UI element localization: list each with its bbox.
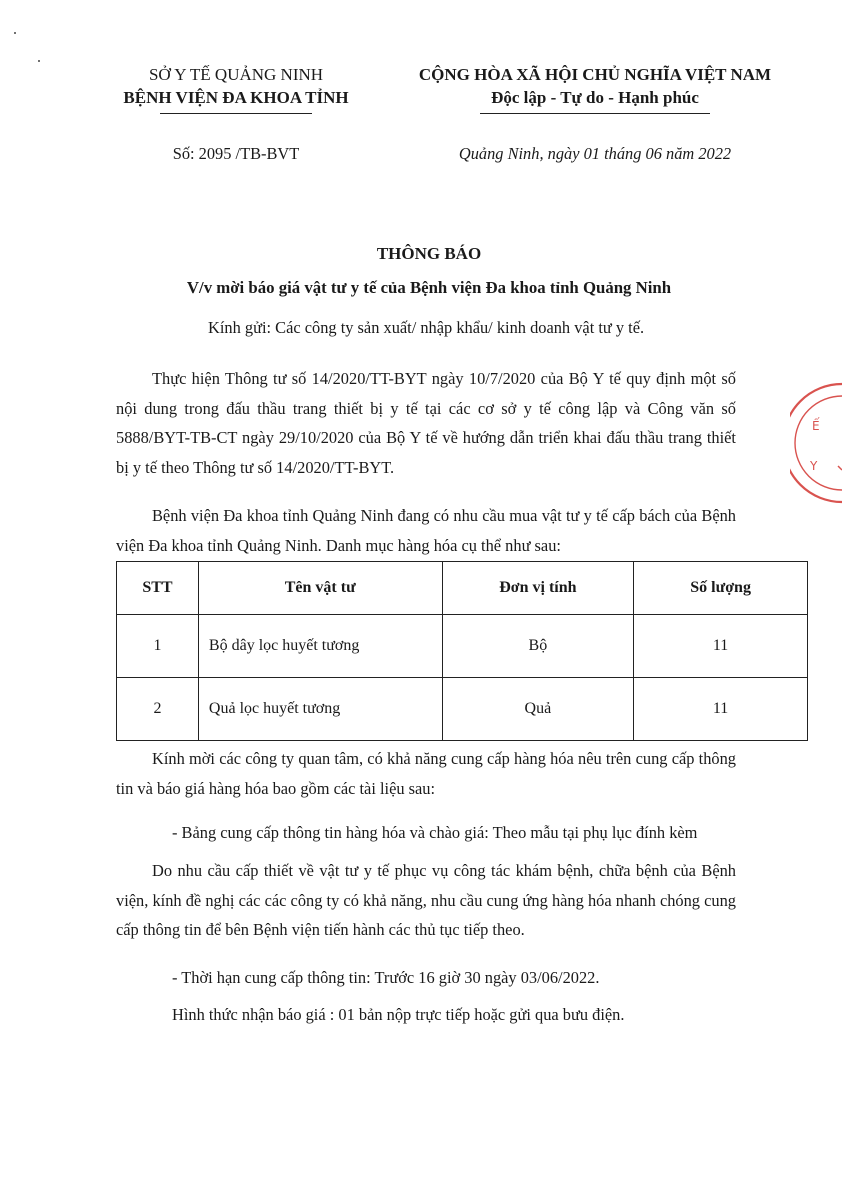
header-item-name: Tên vật tư: [198, 562, 442, 615]
paragraph-submission-method: Hình thức nhận báo giá : 01 bản nộp trực tiếp hoặc gửi qua bưu điện.: [172, 1005, 625, 1024]
cell-stt: 2: [117, 678, 199, 741]
paragraph-invitation: [116, 744, 736, 803]
paragraph-text: Kính mời các công ty quan tâm, có khả năng cung cấp hàng hóa nêu trên cung cấp thông tin và báo giá hàng hóa bao gồm các tài liệu sau:: [116, 749, 736, 798]
stamp-letter: Y: [810, 459, 818, 473]
bullet-documents: - Bảng cung cấp thông tin hàng hóa và chào giá: Theo mẫu tại phụ lục đính kèm: [172, 823, 698, 842]
document-title: THÔNG BÁO: [376, 244, 482, 263]
motto-underline: [480, 113, 710, 114]
hospital-stamp-partial: [790, 378, 842, 508]
department-name: SỞ Y TẾ QUẢNG NINH: [148, 65, 324, 84]
document-number: Số: 2095 /TB-BVT: [172, 144, 300, 163]
header-quantity: Số lượng: [634, 562, 808, 615]
cell-stt: 1: [117, 615, 199, 678]
table-header-row: [117, 562, 808, 615]
document-subject: V/v mời báo giá vật tư y tế của Bệnh viện Đa khoa tỉnh Quảng Ninh: [186, 278, 672, 297]
scan-speck: [14, 32, 16, 34]
paragraph-text: Thực hiện Thông tư số 14/2020/TT-BYT ngày 10/7/2020 của Bộ Y tế quy định một số nội dung trong đấu thầu trang thiết bị y tế tại các cơ sở y tế công lập và Công văn số 5888/BYT-TB-CT ngày 29/10/2020 của Bộ Y tế về hướng dẫn triển khai đấu thầu trang thiết bị y tế theo Thông tư số 14/2020/TT-BYT.: [116, 369, 736, 477]
motto: Độc lập - Tự do - Hạnh phúc: [491, 88, 699, 107]
table-row: [117, 678, 808, 741]
stamp-letter: Ế: [812, 419, 820, 433]
items-table: [116, 561, 808, 741]
cell-unit: Quả: [442, 678, 634, 741]
table-row: [117, 615, 808, 678]
hospital-underline: [160, 113, 312, 114]
hospital-name: BỆNH VIỆN ĐA KHOA TỈNH: [123, 88, 349, 107]
stamp-outer-ring: [790, 384, 842, 502]
paragraph-urgency: [116, 856, 736, 945]
stamp-mark: [838, 466, 842, 470]
paragraph-legal-basis: [116, 364, 736, 482]
country-name: CỘNG HÒA XÃ HỘI CHỦ NGHĨA VIỆT NAM: [418, 65, 772, 84]
cell-unit: Bộ: [442, 615, 634, 678]
stamp-inner-ring: [795, 396, 842, 490]
paragraph-text: Do nhu cầu cấp thiết về vật tư y tế phục vụ công tác khám bệnh, chữa bệnh của Bệnh viện, kính đề nghị các các công ty có khả năng, nhu cầu cung ứng hàng hóa nhanh chóng cung cấp thông tin để bên Bệnh viện tiến hành các thủ tục tiếp theo.: [116, 861, 736, 939]
scan-speck: [38, 60, 40, 62]
cell-quantity: 11: [634, 678, 808, 741]
cell-quantity: 11: [634, 615, 808, 678]
paragraph-text: Bệnh viện Đa khoa tỉnh Quảng Ninh đang có nhu cầu mua vật tư y tế cấp bách của Bệnh viện Đa khoa tỉnh Quảng Ninh. Danh mục hàng hóa cụ thể như sau:: [116, 506, 736, 555]
bullet-deadline: - Thời hạn cung cấp thông tin: Trước 16 giờ 30 ngày 03/06/2022.: [172, 968, 600, 987]
cell-item-name: Bộ dây lọc huyết tương: [198, 615, 442, 678]
paragraph-need: [116, 501, 736, 560]
cell-item-name: Quả lọc huyết tương: [198, 678, 442, 741]
recipient-line: Kính gửi: Các công ty sản xuất/ nhập khẩu/ kinh doanh vật tư y tế.: [208, 318, 645, 337]
header-stt: STT: [117, 562, 199, 615]
place-date: Quảng Ninh, ngày 01 tháng 06 năm 2022: [458, 144, 732, 163]
header-unit: Đơn vị tính: [442, 562, 634, 615]
